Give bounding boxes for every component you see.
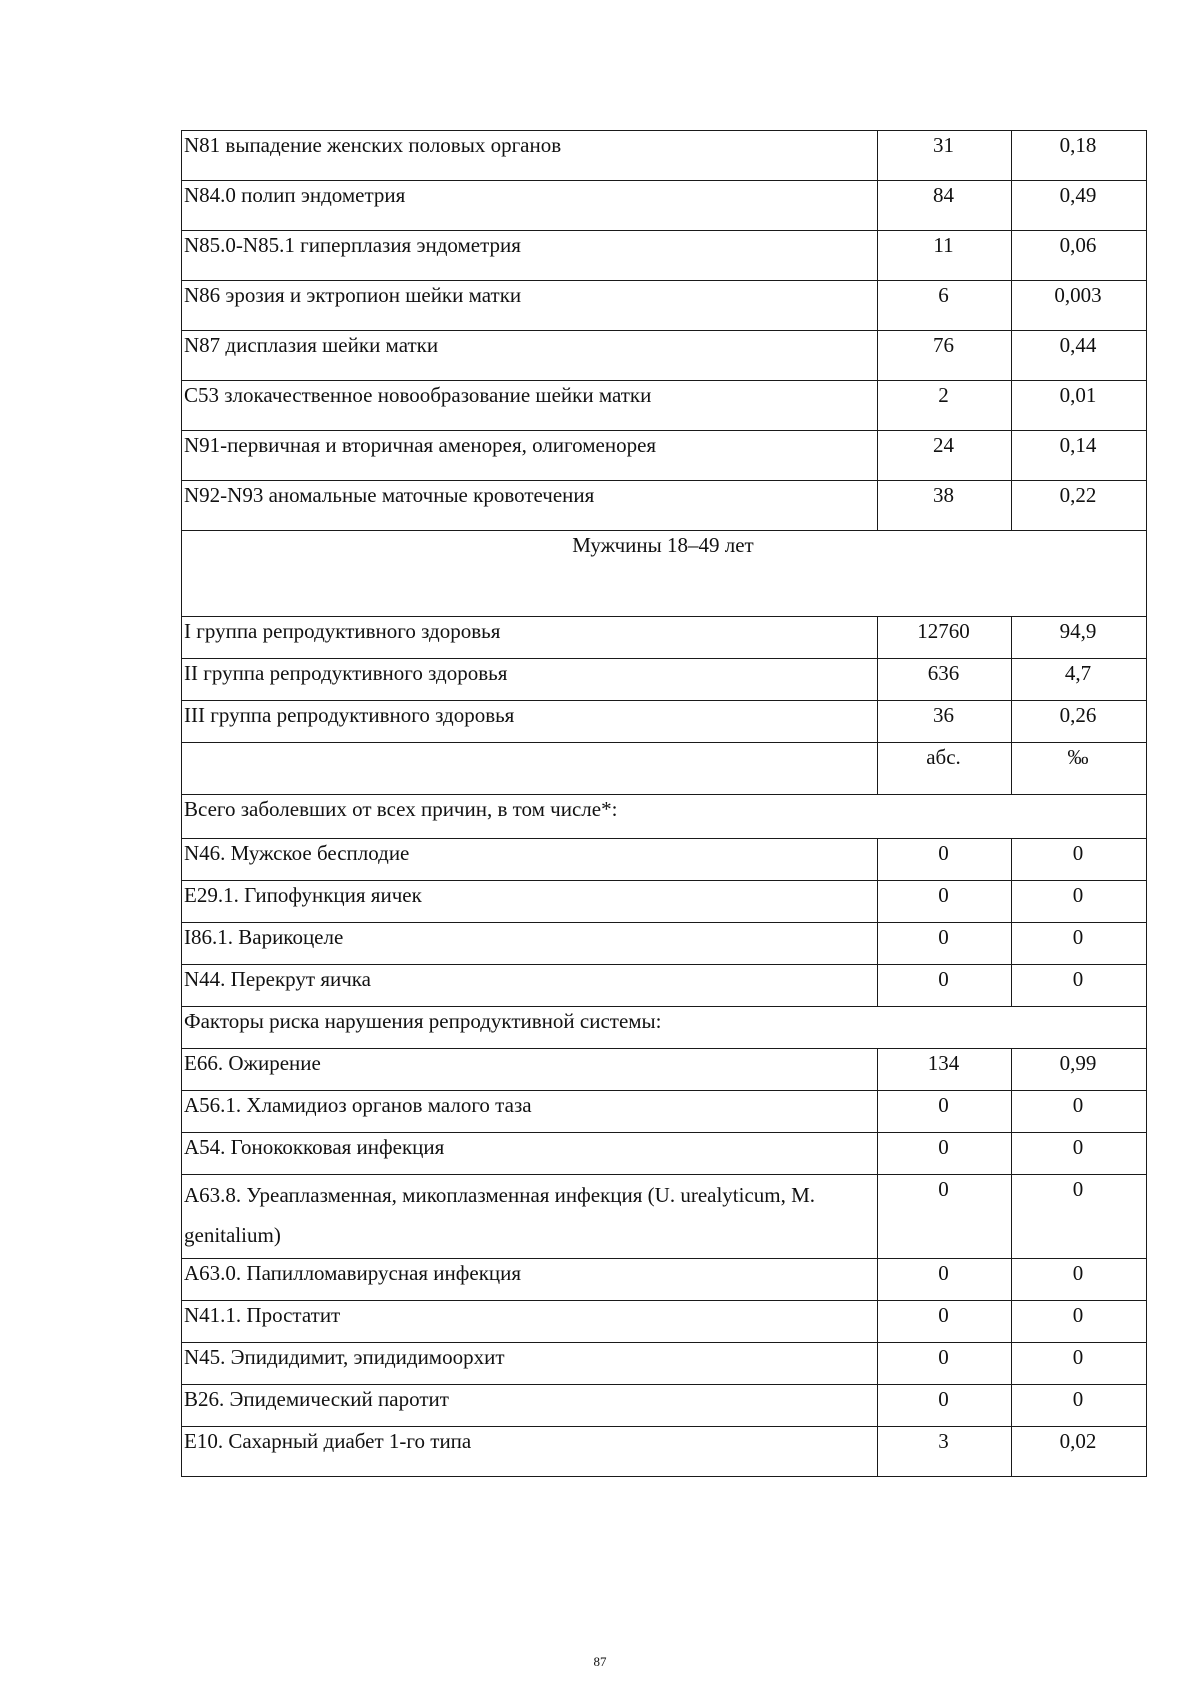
table-row (182, 1175, 1147, 1259)
table-row (182, 965, 1147, 1007)
row-label: N86 эрозия и эктропион шейки матки (182, 281, 878, 331)
permille-value: 0 (1012, 1091, 1147, 1133)
abs-value: 76 (878, 331, 1012, 381)
row-label: N44. Перекрут яичка (182, 965, 878, 1007)
abs-value: 0 (878, 965, 1012, 1007)
row-label: E29.1. Гипофункция яичек (182, 881, 878, 923)
permille-value: 0 (1012, 1343, 1147, 1385)
row-label: N84.0 полип эндометрия (182, 181, 878, 231)
abs-value: 11 (878, 231, 1012, 281)
row-label: A56.1. Хламидиоз органов малого таза (182, 1091, 878, 1133)
table-row (182, 701, 1147, 743)
permille-value: 0,02 (1012, 1427, 1147, 1477)
abs-unit-label: абс. (878, 743, 1012, 795)
permille-value: 0,01 (1012, 381, 1147, 431)
row-label: C53 злокачественное новообразование шейки матки (182, 381, 878, 431)
table-row (182, 617, 1147, 659)
row-label: N87 дисплазия шейки матки (182, 331, 878, 381)
table-row (182, 1259, 1147, 1301)
table-row (182, 839, 1147, 881)
abs-value: 2 (878, 381, 1012, 431)
abs-value: 84 (878, 181, 1012, 231)
row-label: II группа репродуктивного здоровья (182, 659, 878, 701)
abs-value: 24 (878, 431, 1012, 481)
group-heading-row (182, 795, 1147, 839)
units-empty-cell (182, 743, 878, 795)
abs-value: 0 (878, 881, 1012, 923)
abs-value: 6 (878, 281, 1012, 331)
statistics-table (181, 130, 1147, 1477)
permille-value: 0 (1012, 1259, 1147, 1301)
table-row (182, 131, 1147, 181)
table-row (182, 1427, 1147, 1477)
abs-value: 0 (878, 923, 1012, 965)
diseases-heading: Всего заболевших от всех причин, в том числе*: (182, 795, 1147, 839)
permille-value: 0 (1012, 1385, 1147, 1427)
permille-value: 0,22 (1012, 481, 1147, 531)
permille-value: 4,7 (1012, 659, 1147, 701)
abs-value: 0 (878, 839, 1012, 881)
row-label: N85.0-N85.1 гиперплазия эндометрия (182, 231, 878, 281)
permille-value: 0,06 (1012, 231, 1147, 281)
abs-value: 0 (878, 1091, 1012, 1133)
permille-value: 0 (1012, 923, 1147, 965)
table-row (182, 1133, 1147, 1175)
row-label: N81 выпадение женских половых органов (182, 131, 878, 181)
row-label: E10. Сахарный диабет 1-го типа (182, 1427, 878, 1477)
row-label: III группа репродуктивного здоровья (182, 701, 878, 743)
abs-value: 36 (878, 701, 1012, 743)
row-label: N45. Эпидидимит, эпидидимоорхит (182, 1343, 878, 1385)
table-row (182, 1385, 1147, 1427)
table-row (182, 481, 1147, 531)
table-row (182, 923, 1147, 965)
table-row (182, 381, 1147, 431)
table-row (182, 331, 1147, 381)
permille-value: 0 (1012, 881, 1147, 923)
row-label: B26. Эпидемический паротит (182, 1385, 878, 1427)
table-row (182, 431, 1147, 481)
table-row (182, 1301, 1147, 1343)
permille-value: 0 (1012, 839, 1147, 881)
abs-value: 38 (878, 481, 1012, 531)
table-row (182, 181, 1147, 231)
abs-value: 0 (878, 1343, 1012, 1385)
row-label: N41.1. Простатит (182, 1301, 878, 1343)
row-label: A63.0. Папилломавирусная инфекция (182, 1259, 878, 1301)
permille-value: 0,26 (1012, 701, 1147, 743)
permille-value: 0 (1012, 965, 1147, 1007)
table-row (182, 281, 1147, 331)
permille-value: 0 (1012, 1133, 1147, 1175)
abs-value: 0 (878, 1175, 1012, 1259)
permille-value: 0,14 (1012, 431, 1147, 481)
permille-value: 0 (1012, 1301, 1147, 1343)
permille-value: 0,99 (1012, 1049, 1147, 1091)
row-label: E66. Ожирение (182, 1049, 878, 1091)
permille-value: 0,44 (1012, 331, 1147, 381)
abs-value: 12760 (878, 617, 1012, 659)
risk-factors-heading: Факторы риска нарушения репродуктивной системы: (182, 1007, 1147, 1049)
row-label: A54. Гонококковая инфекция (182, 1133, 878, 1175)
row-label: N46. Мужское бесплодие (182, 839, 878, 881)
group-heading-row (182, 1007, 1147, 1049)
section-title: Мужчины 18–49 лет (182, 531, 1147, 617)
units-row (182, 743, 1147, 795)
permille-value: 0,18 (1012, 131, 1147, 181)
table-row (182, 231, 1147, 281)
table-row (182, 659, 1147, 701)
permille-value: 0,49 (1012, 181, 1147, 231)
row-label: I группа репродуктивного здоровья (182, 617, 878, 659)
abs-value: 31 (878, 131, 1012, 181)
table-row (182, 1343, 1147, 1385)
abs-value: 0 (878, 1301, 1012, 1343)
row-label: N92-N93 аномальные маточные кровотечения (182, 481, 878, 531)
abs-value: 0 (878, 1259, 1012, 1301)
table-row (182, 1049, 1147, 1091)
row-label: I86.1. Варикоцеле (182, 923, 878, 965)
abs-value: 3 (878, 1427, 1012, 1477)
permille-value: 94,9 (1012, 617, 1147, 659)
row-label: A63.8. Уреаплазменная, микоплазменная инфекция (U. urealyticum, M. genitalium) (182, 1175, 878, 1259)
row-label: N91-первичная и вторичная аменорея, олигоменорея (182, 431, 878, 481)
abs-value: 636 (878, 659, 1012, 701)
abs-value: 134 (878, 1049, 1012, 1091)
table-row (182, 1091, 1147, 1133)
abs-value: 0 (878, 1385, 1012, 1427)
page-number: 87 (593, 1654, 607, 1669)
permille-value: 0,003 (1012, 281, 1147, 331)
permille-value: 0 (1012, 1175, 1147, 1259)
abs-value: 0 (878, 1133, 1012, 1175)
permille-unit-label: ‰ (1012, 743, 1147, 795)
table-row (182, 881, 1147, 923)
section-row (182, 531, 1147, 617)
